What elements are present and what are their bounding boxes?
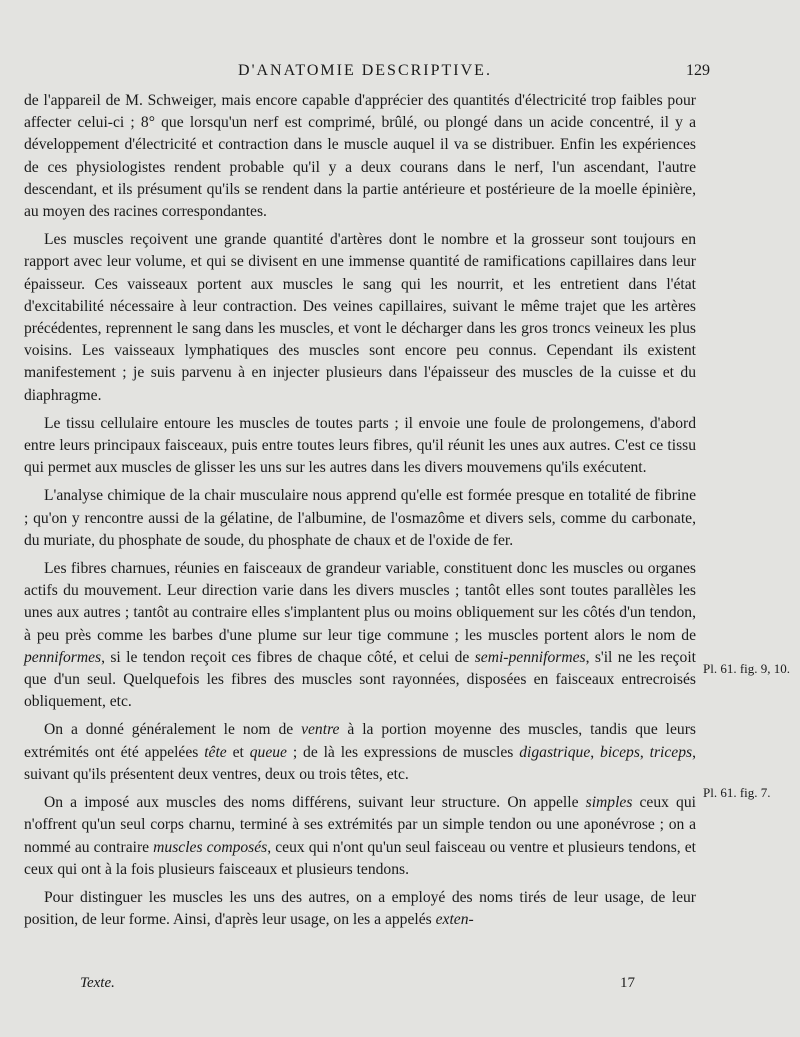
paragraph (24, 229, 696, 407)
italic-term: penniformes (24, 648, 102, 666)
text-run: Les fibres charnues, réunies en faisceaux de grandeur variable, constituent donc les muscles ou organes actifs du mouvement. Leur direction varie dans les divers muscles ; tantôt elles sont toutes parallèles les unes aux autres ; tantôt au contraire elles s'implantent plus ou moins obliquement sur les côtés d'un tendon, à peu près comme les barbes d'une plume sur leur tige commune ; les muscles portent alors le nom de (24, 560, 696, 644)
italic-term: semi-penniformes (474, 648, 586, 666)
margin-note-plate-ref: Pl. 61. fig. 9, 10. (703, 661, 791, 676)
text-run: On a imposé aux muscles des noms différens, suivant leur structure. On appelle (44, 794, 586, 812)
paragraph (24, 90, 696, 223)
italic-term: digastrique (519, 743, 591, 761)
italic-term: triceps (649, 743, 693, 761)
margin-note-plate-ref: Pl. 61. fig. 7. (703, 785, 771, 800)
italic-term: queue (249, 743, 287, 761)
text-run: Le tissu cellulaire entoure les muscles de toutes parts ; il envoie une foule de prolongemens, d'abord entre leurs principaux faisceaux, puis entre toutes leurs fibres, qu'il réunit les unes aux autres. C'est ce tissu qui permet aux muscles de glisser les uns sur les autres dans les divers mouvemens qu'ils exécutent. (24, 414, 696, 477)
paragraph (24, 558, 696, 713)
italic-term: biceps (600, 743, 640, 761)
italic-term: exten- (435, 911, 474, 929)
text-run: Pour distinguer les muscles les uns des autres, on a employé des noms tirés de leur usage, de leur position, de leur forme. Ainsi, d'après leur usage, on les a appelés (24, 888, 696, 929)
paragraph (24, 792, 696, 881)
page-number: 129 (686, 62, 710, 79)
italic-term: tête (204, 743, 227, 761)
text-run: , (639, 743, 650, 761)
paragraph (24, 719, 696, 786)
page-footer (80, 975, 700, 997)
italic-term: simples (585, 794, 633, 812)
italic-term: ventre (301, 721, 340, 739)
text-run: , (590, 743, 601, 761)
paragraph (24, 887, 696, 931)
text-run: , si le tendon reçoit ces fibres de chaque côté, et celui de (101, 648, 475, 666)
paragraph (24, 485, 696, 552)
page-header (30, 62, 710, 86)
text-run: Les muscles reçoivent une grande quantité d'artères dont le nombre et la grosseur sont toujours en rapport avec leur volume, et qui se divisent en une immense quantité de ramifications capillaires dans leur épaisseur. Ces vaisseaux portent aux muscles le sang qui les nourrit, et les entretient dans l'état d'excitabilité nécessaire à leur contraction. Des veines capillaires, suivant le même trajet que les artères précédentes, reprennent le sang dans les muscles, et vont le décharger dans les gros troncs veineux les plus voisins. Les vaisseaux lymphatiques des muscles sont encore peu connus. Cependant ils existent manifestement ; je suis parvenu à en injecter plusieurs dans l'épaisseur des muscles de la cuisse et du diaphragme. (24, 231, 696, 404)
italic-term: muscles composés (153, 838, 268, 856)
signature-label: Texte. (80, 975, 115, 991)
text-run: On a donné généralement le nom de (44, 721, 302, 739)
text-run: , ceux qui n'ont qu'un seul faisceau ou ventre et plusieurs tendons, et ceux qui ont à la fois plusieurs faisceaux et plusieurs tendons. (24, 838, 696, 878)
text-run: de l'appareil de M. Schweiger, mais encore capable d'apprécier des quantités d'électricité trop faibles pour affecter celui-ci ; 8° que lorsqu'un nerf est comprimé, brûlé, ou plongé dans un acide concentré, il y a développement d'électricité et contraction dans le muscle auquel il va se distribuer. Enfin les expériences de ces physiologistes rendent probable qu'il y a deux courans dans le nerf, l'un ascendant, l'autre descendant, et ils présument qu'ils se rendent dans la partie antérieure et postérieure de la moelle épinière, au moyen des racines correspondantes. (24, 92, 696, 221)
paragraph (24, 413, 696, 480)
text-run: , s'il ne les reçoit que d'un seul. Quelquefois les fibres des muscles sont rayonnées, disposées en faisceaux entrecroisés obliquement, etc. (24, 648, 696, 711)
text-run: L'analyse chimique de la chair musculaire nous apprend qu'elle est formée presque en totalité de fibrine ; qu'on y rencontre aussi de la gélatine, de l'albumine, de l'osmazôme et divers sels, comme du carbonate, du muriate, du phosphate de soude, du phosphate de chaux et de l'oxide de fer. (24, 487, 696, 549)
text-run: , suivant qu'ils présentent deux ventres, deux ou trois têtes, etc. (24, 743, 697, 783)
text-run: ; de là les expressions de muscles (286, 743, 520, 761)
body-text (24, 90, 696, 937)
text-run: et (226, 743, 250, 761)
text-run: à la portion moyenne des muscles, tandis que leurs extrémités ont été appelées (24, 721, 696, 761)
text-run: ceux qui n'offrent qu'un seul corps charnu, terminé à ses extrémités par un simple tendon ou une aponévrose ; on a nommé au contraire (24, 794, 696, 856)
signature-number: 17 (620, 975, 635, 991)
running-head: D'ANATOMIE DESCRIPTIVE. (238, 62, 492, 79)
